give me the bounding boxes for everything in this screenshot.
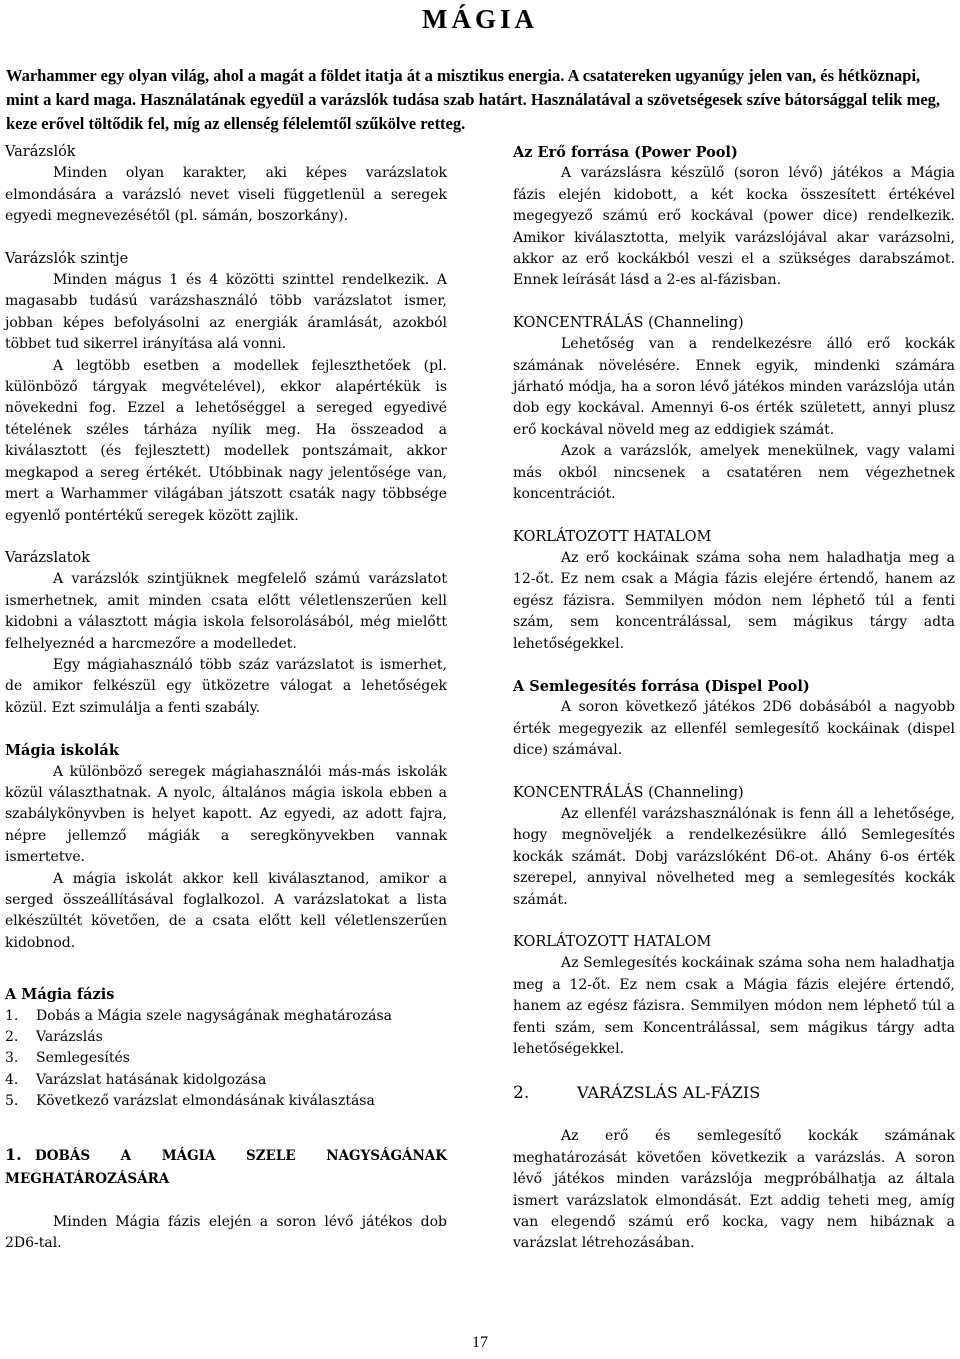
list-item: 5. Következő varázslat elmondásának kiválasztása	[5, 1093, 375, 1110]
semlegesites-heading: A Semlegesítés forrása (Dispel Pool)	[513, 677, 810, 695]
iskolak-heading: Mágia iskolák	[5, 742, 119, 760]
varazslatok-paragraph-2: Egy mágiahasználó több száz varázslatot is ismerhet, de amikor felkészül egy ütközetre válogat a lehetőségek közül. Ezt szimulálja a fenti szabály.	[5, 656, 447, 716]
fazis-heading: A Mágia fázis	[5, 986, 115, 1004]
list-item: 4. Varázslat hatásának kidolgozása	[5, 1071, 267, 1088]
koncentralas-heading-1: KONCENTRÁLÁS (Channeling)	[513, 314, 744, 331]
korlatozott-heading-1: KORLÁTOZOTT HATALOM	[513, 528, 712, 545]
left-column	[5, 142, 447, 1254]
right-column	[513, 142, 955, 1255]
szint-heading: Varázslók szintje	[5, 250, 129, 267]
koncentralas-paragraph-2: Azok a varázslók, amelyek menekülnek, vagy valami más okból nincsenek a csatatéren nem végezhetnek koncentrációt.	[513, 443, 955, 503]
section-1-heading: 1. DOBÁS A MÁGIA SZELE NAGYSÁGÁNAK MEGHATÁROZÁSÁRA	[5, 1144, 447, 1187]
ero-heading: Az Erő forrása (Power Pool)	[513, 144, 738, 161]
koncentralas-paragraph-1: Lehetőség van a rendelkezésre álló erő kockák számának növelésére. Ennek egyik, mindenki számára járható módja, ha a soron lévő játékos minden varázslója után dob egy kockával. Amennyi 6-os érték született, annyi plusz erő kockával növeld meg az eddigiek számát.	[513, 336, 955, 438]
korlatozott-text-1: Az erő kockáinak száma soha nem haladhatja meg a 12-őt. Ez nem csak a Mágia fázis elejére értendő, hanem az egész fázisra. Semmilyen módon nem léphető túl a fenti szám, sem koncentrálással, sem mágikus tárgy adta lehetőségekkel.	[513, 549, 955, 652]
intro-paragraph: Warhammer egy olyan világ, ahol a magát a földet itatja át a misztikus energia. A csatatereken ugyanúgy jelen van, és hétköznapi, mint a kard maga. Használatának egyedül a varázslók tudása szab határt. Használatával a szövetségesek szíve bátorsággal telik meg, keze erővel töltődik fel, míg az ellenség félelemtől szűkölve retteg.	[6, 66, 941, 133]
semlegesites-text: A soron következő játékos 2D6 dobásából a nagyobb érték megegyezik az ellenfél semlegesítő kockáinak (dispel dice) számával.	[513, 699, 955, 759]
section-2-heading: 2. VARÁZSLÁS AL-FÁZIS	[513, 1083, 761, 1104]
iskolak-paragraph-2: A mágia iskolát akkor kell kiválasztanod, amikor a serged összeállításával foglalkozol. A varázslatokat a lista elkészültét követően, de a csata előtt kell véletlenszerűen kidobnod.	[5, 870, 447, 951]
page-number: 17	[472, 1334, 488, 1351]
list-item: 3. Semlegesítés	[5, 1050, 130, 1067]
list-item: 2. Varázslás	[5, 1029, 103, 1046]
ero-text: A varázslásra készülő (soron lévő) játékos a Mágia fázis elején kidobott, a két kocka összesített értékével megegyező számú erő kockával (power dice) rendelkezik. Amikor kiválasztotta, melyik varázslójával akar varázsolni, akkor az erő kockákból veszi el a szükséges darabszámot. Ennek leírását lásd a 2-es al-fázisban.	[513, 165, 955, 289]
varazslatok-paragraph-1: A varázslók szintjüknek megfelelő számú varázslatot ismerhetnek, amit minden csata előtt véletlenszerűen kell kidobni a választott mágia iskola felsorolásából, még mielőtt felhelyeznéd a harcmezőre a modelledet.	[5, 571, 447, 652]
koncentralas-text-2: Az ellenfél varázshasználónak is fenn áll a lehetősége, hogy megnöveljék a rendelkezésükre álló Semlegesítés kockák számát. Dobj varázslóként D6-ot. Ahány 6-os érték szerepel, annyival növelheted meg a semlegesítés kockák számát.	[513, 805, 955, 908]
iskolak-paragraph-1: A különböző seregek mágiahasználói más-más iskolák közül választhatnak. A nyolc, általános mágia iskola ebben a szabálykönyvben is helyet kapott. Az egyedi, az adott fajra, népre jellemző mágiák a seregkönyvekben vannak ismertetve.	[5, 763, 447, 866]
varazslok-text: Minden olyan karakter, aki képes varázslatok elmondására a varázsló nevet viseli függetlenül a seregek egyedi megnevezésétől (pl. sámán, boszorkány).	[5, 165, 447, 225]
korlatozott-heading-2: KORLÁTOZOTT HATALOM	[513, 934, 712, 950]
page-title: MÁGIA	[422, 4, 538, 34]
szint-paragraph-1: Minden mágus 1 és 4 közötti szinttel rendelkezik. A magasabb tudású varázshasználó több varázslatot ismer, jobban képes befolyásolni az energiák áramlását, azokból többet tud sikerrel irányítása alá vonni.	[5, 272, 447, 353]
varazslatok-heading: Varázslatok	[5, 549, 91, 566]
koncentralas-heading-2: KONCENTRÁLÁS (Channeling)	[513, 784, 744, 801]
section-2-text: Az erő és semlegesítő kockák számának meghatározását követően következik a varázslás. A soron lévő játékos minden varázslója megpróbálhatja az általa ismert varázslatok elmondását. Ezt addig teheti meg, amíg van elegendő számú erő kocka, vagy nem hibáznak a varázslat létrehozásában.	[513, 1128, 955, 1252]
korlatozott-text-2: Az Semlegesítés kockáinak száma soha nem haladhatja meg a 12-őt. Ez nem csak a Mágia fázis elejére értendő, hanem az egész fázisra. Semmilyen módon nem léphető túl a fenti szám, sem Koncentrálással, sem mágikus tárgy adta lehetőségekkel.	[513, 955, 955, 1058]
fazis-steps-list	[5, 1006, 447, 1113]
szint-paragraph-2: A legtöbb esetben a modellek fejleszthetőek (pl. különböző tárgyak megvételével), ekkor alapértékük is növekedni fog. Ezzel a lehetőséggel a sereged egyedivé tételének széles tárháza nyílik meg. Ha összeadod a kiválasztott (és fejlesztett) modellek pontszámait, akkor megkapod a sereg értékét. Utóbbinak nagy jelentősége van, mert a Warhammer világában játszott csaták nagy többsége egyenlő pontértékű seregek között zajlik.	[5, 357, 447, 524]
varazslok-heading: Varázslók	[5, 144, 76, 160]
section-1-text: Minden Mágia fázis elején a soron lévő játékos dob 2D6-tal.	[5, 1213, 447, 1252]
list-item: 1. Dobás a Mágia szele nagyságának meghatározása	[5, 1007, 392, 1024]
